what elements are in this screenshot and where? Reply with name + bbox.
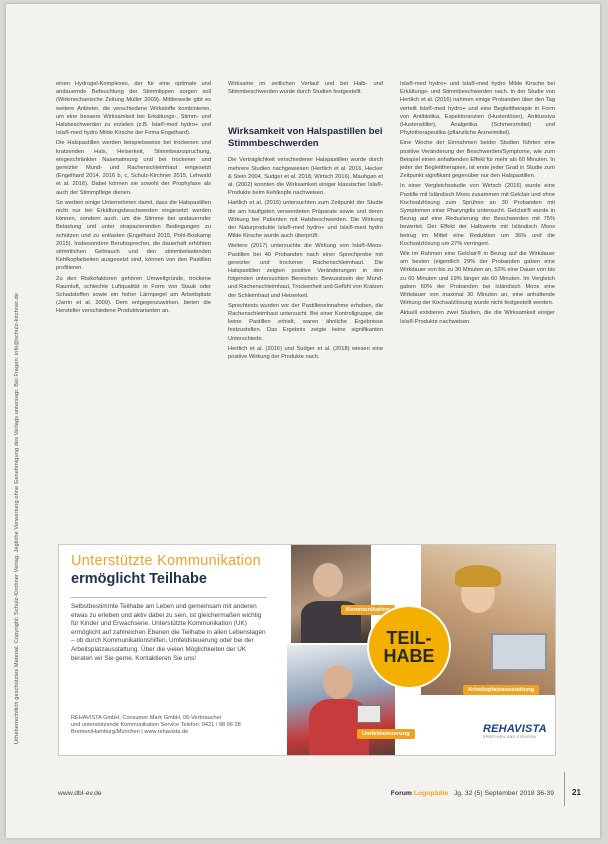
paragraph: Die Verträglichkeit verschiedener Halspastillen wurde durch mehrere Studien nachgewiesen (Hertlich et al. 2016, Hecker & Stein 2004, Sudger et al. 2018, Wirtsch 2016). Mauhgan et al. (2002) konnten die Wirksamkeit einiger klassischer Isla®-Produkte beim Kehlkopfe nachweisen. xyxy=(228,157,383,197)
ad-contact-info xyxy=(71,715,281,737)
paragraph: Zu den Risikofaktoren gehören Umweltgründe, trockene Raumluft, schlechte Luftqualität in Form von Staub oder Schadstoffen sowie ein hoher Lärmpegel am Arbeitsplatz (Jarrin et al. 2009). Dem entgegenzuwirken, bieten die Hersteller verschiedene Produktvarianten an. xyxy=(56,275,211,315)
magazine-page xyxy=(6,4,600,838)
journal-name-part-1: Forum xyxy=(390,790,412,797)
paragraph: Die Halspastillen werden beispielsweise bei trockenen und kratzenden Hals, Heiserkeit, Stimmbeanspruchung, eingeschränkter Nasenatmung und bei trockener und gereizter Mund- und Rachenschleimhaut eingesetzt (Engelhard 2014, 2016 b, c, Schulz-Kirchner 2015, Lehwald et al. 2016). Dabei können sie sowohl der Prophylaxe als auch der Stimmpflege dienen. xyxy=(56,140,211,196)
page-number: 21 xyxy=(572,788,581,797)
paragraph: Wie im Rahmen eine Gelclair® in Bezug auf die Wirkdauer am besten (eigentlich 29% der Probanden gaben eine Wirkdauer von bis zu 30 Minuten an, 52% eine Dauer von bis zu 60 Minuten und 19% länger als 60 Minuten. Im Vergleich gaben 60% der Probanden bei Isländisch Moos eine Wirkdauer von maximal 30 Minuten an, eine anhaltende Wirkung der Kochsalzlösung wurde nicht festgestellt werden. xyxy=(400,251,555,307)
journal-name-part-2: Logopädie xyxy=(413,790,449,797)
article-column-2 xyxy=(228,80,383,538)
photo-girl-at-computer xyxy=(421,545,555,695)
article-column-1 xyxy=(56,80,211,538)
copyright-sidebar-note: Urheberrechtlich geschütztes Material. Copyright: Schulz-Kirchner Verlag. Jegliche Verwertung ohne Genehmigung des Verlags untersagt. Bei Fragen: info@schulz-kirchner.de xyxy=(14,292,20,744)
ad-body-text: Selbstbestimmte Teilhabe am Leben und gemeinsam mit anderen etwas zu erleben und aktiv dabei zu sein, ist gleichermaßen wichtig für Kinder und Erwachsene. Unterstützte Kommunikation (UK) ermöglicht auf zahlreichen Ebenen die Teilhabe in allen Lebenslagen – ob durch Kommunikationshilfen, Umfeldsteuerung oder bei der Arbeitsplatzausstattung. Über die vielen Möglichkeiten der UK beraten wir Sie gerne. Kontaktieren Sie uns! xyxy=(71,603,266,662)
ad-photo-collage xyxy=(283,545,555,755)
paragraph: Sprechtests wurden vor der Pastilleneinnahme erhoben, die Rachenschleimhaut untersucht. Bei einer Kontrollgruppe, die keine Pastillen erhielt, waren ähnliche Ergebnisse festzustellen. Das Ergebnis zeigte keine signifikanten Unterschiede. xyxy=(228,302,383,342)
paragraph: Weitere (2017) untersuchte die Wirkung von Isla®-Moos-Pastillen bei 40 Probanden nach einer Sprechprobe mit gereizter und trockener Rachenschleimhaut. Die Halspastillen zeigten positive Veränderungen in den folgenden untersuchten Bereichen: Bewusstsein der Mund- und Rachenschleimhaut, Trockenheit und Gefühl von Kratzen der Schleimhaut und Heiserkeit. xyxy=(228,243,383,299)
ad-divider xyxy=(71,597,267,598)
ad-title-line-1: Unterstützte Kommunikation xyxy=(71,553,261,569)
footer-website: www.dbl-ev.de xyxy=(58,790,102,797)
ad-contact-line: und unterstützende Kommunikation Service Telefon: 0421 / 98 96 28 xyxy=(71,722,241,729)
tile-kommunikation: Kommunikation xyxy=(341,605,395,615)
article-column-3 xyxy=(400,80,555,538)
journal-issue: Jg. 32 (5) September 2018 36-39 xyxy=(453,790,554,797)
paragraph: Hartlich et al. (2016) untersuchten zum Zeitpunkt der Studie die am häufigsten verwendeten Präparate sowie und deren Wirkung bei Patienten mit Halsbeschwerden. Die Wirkung der Naturprodukte Isla®-med hydro+ und Isla®-med hydro Milde Kirsche wurde auch überprüft. xyxy=(228,200,383,240)
ad-contact-line: REHAVISTA GmbH, Consumer Mark GmbH, 06-Verbraucher xyxy=(71,715,222,721)
section-heading: Wirksamkeit von Halspastillen bei Stimmbeschwerden xyxy=(228,126,383,150)
paragraph: Eine Woche der Einnahmen beider Studien führten eine positive Veränderung der Beschwerden/Symptome, wie zum Beispiel einen anhaltenden Effekt für mehr als 60 Minuten. In jeder der Begleittherapien, ist erste jeder Grad in Studie zum Zeitpunkt signifikant gegenüber nur den Halspastillen. xyxy=(400,140,555,180)
paragraph: einen Hydrogel-Komplexes, der für eine optimale und andauernde Befeuchtung der Stimmlippen sorgen soll (Wirkmechanische Zeitung Müller 2009). Mittlerweile gibt es weitere Anbieter, die verschiedene Wirkstoffe kombinieren, um eine bessere Wirksamkeit bei Erkältungs-, Stimm- und Halsbeschwerden zu erzielen (z.B. Isla®-med hydro+ und Isla®-med hydro Milde Kirsche der Firma Engelhard). xyxy=(56,81,211,137)
tile-arbeitsplatzausstattung: Arbeitsplatzausstattung xyxy=(463,685,539,695)
ad-title-line-2: ermöglicht Teilhabe xyxy=(71,571,207,587)
badge-line-2: HABE xyxy=(383,646,435,666)
paragraph: Isla®-med hydro+ und Isla®-med hydro Milde Kirsche bei Erkältungs- und Stimmbeschwerden nach. In der Studie von Hertlich et al. (2016) nahmen einige Probanden über den Tag verteilt Isla®-med hydro+ und eine Begleittherapie in Form von Antibiotika, Expektoranzien (Hustenlöser), Antitussiva (Hustenstiller), Analgetika (Schmerzmittel) und Phytotherapeutika (pflanzliche Arzneimittel). xyxy=(400,81,555,137)
footer-journal-info xyxy=(336,790,554,797)
rehavista-advertisement xyxy=(58,544,556,756)
paragraph: Hertlich et al. (2016) und Sudger et al. (2018) wiesen eine positive Wirkung der Produkte nach. xyxy=(228,345,383,361)
paragraph: So werben einige Unternehmen damit, dass die Halspastillen nicht nur bei Erkältungsbeschwerden eingesetzt werden können, sondern auch, um die Stimme bei andauernder Belastung und unter strapazierenden Bedingungen zu schützen und zu entlasten (Engelhard 2015, Pohl-Boskamp 2015). Insbesondere Berufssprecher, die dauerhaft erhöhten stimmlichen Gebrauch und den stimmbelastenden Kehlkopfarbeiten ausgesetzt sind, können von den Pastillen profitieren. xyxy=(56,199,211,272)
photo-man-with-device xyxy=(291,545,371,643)
rehavista-logo xyxy=(483,723,555,751)
paragraph: Aktuell existieren zwei Studien, die die Wirksamkeit einiger Isla®-Produkte nachweisen. xyxy=(400,310,555,325)
teilhabe-badge xyxy=(369,607,449,687)
paragraph: Wirksame im zeitlichen Verlauf und bei Halb- und Stimmbeschwerden wurde durch Studien festgestellt. xyxy=(228,81,383,96)
logo-wordmark: REHAVISTA xyxy=(483,723,547,735)
ad-contact-line: Bremen/Hamburg/München | www.rehavista.de xyxy=(71,729,189,736)
page-number-divider xyxy=(564,772,565,806)
tile-umfeldsteuerung: Umfeldsteuerung xyxy=(357,729,415,739)
logo-tagline: SPRECHEN UND STEUERN xyxy=(483,735,536,739)
badge-line-1: TEIL- xyxy=(386,628,432,648)
paragraph: In einer Vergleichsstudie von Wirtsch (2016) wurde eine Pastille mit Isländisch Moos zusammen mit Gelclair und ohne Kochsalzlösung zum Sprühen an 30 Probanden mit Symptomen einer Pharyngitis untersucht. Gelclair® wurde in Bezug auf eine Reduzierung der Beschwerden mit 75% bewertet. Der Effekt der Halbwerte mit Isländisch Moos betrug im Mittel eine Reduktion um 36% und die Kochsalzlösung um 27% verringert. xyxy=(400,183,555,247)
